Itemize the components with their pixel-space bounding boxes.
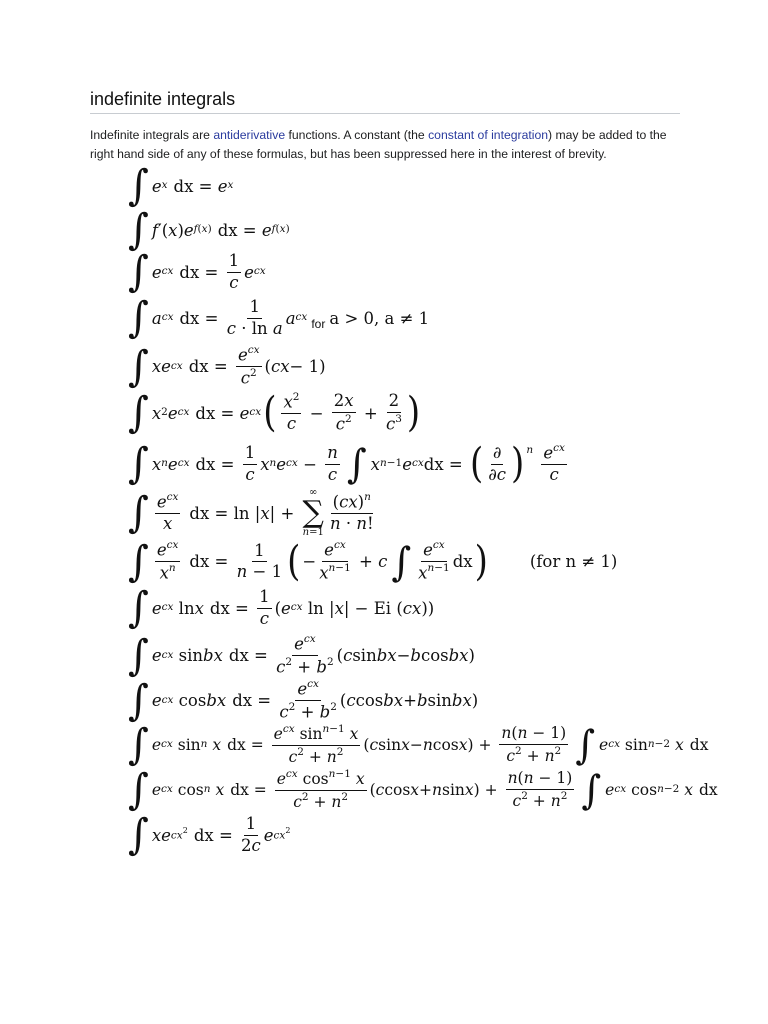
formula-13: ∫ e $^{cx}$ sin $^n$ x dx = $\frac{e^{cx} \sin^{n-1} x}{c^2 + n^2}$ ( c sin x − n cos x ) + $\frac{n(n - 1)}{c^2 + n^2}$ ∫ e $^{cx}$ sin $^{n -2}$ x dx [128, 721, 709, 770]
formula-12: ∫ e $^{cx}$ cos bx dx = $\frac{e^{cx}}{c^2 + b^2}$ ( c cos bx + b sin bx ) [128, 676, 479, 726]
intro-text-2: functions. A constant (the [285, 128, 429, 142]
formula-4: ∫ a $^{cx}$ dx = $\frac{1}{\text{c · ln a}}$ a $^{cx}$ for a > 0, a ≠ 1 [128, 294, 430, 343]
formula-14: ∫ e $^{cx}$ cos $^n$ x dx = $\frac{e^{cx} \cos^{n-1} x}{c^2 + n^2}$ ( c cos x + n sin x ) + $\frac{n(n - 1)}{c^2 + n^2}$ ∫ e $^{cx}$ cos $^{n -2}$ x dx [128, 766, 718, 815]
formula-10: ∫ e $^{cx}$ ln x dx = $\frac{1}{c}$ ( e $^{cx}$ ln | x | − Ei ( cx )) [128, 584, 435, 633]
section-heading: indefinite integrals [90, 89, 236, 109]
condition-label: for [311, 317, 326, 332]
condition-4: a > 0, a ≠ 1 [329, 308, 430, 328]
formula-8: ∫ $\frac{e^{cx}}{x}$ dx = ln | x | + ∞ ∑ n=1 $\frac{(cx)^n}{n \cdot n!}$ [128, 487, 374, 538]
formula-6: ∫ x $^2$ e $^{cx}$ dx = e $^{cx}$ ( $\frac{x^2}{c}$ − $\frac{2x}{c^2}$ + $\frac{2}{c^3}$ ) [128, 389, 421, 438]
formula-15: ∫ xe $^{cx^2}$ dx = $\frac{1}{2c}$ e $^{cx^2}$ [128, 811, 291, 860]
intro-text-3: ) may be added to the right hand side of any of these formulas, but has been suppressed here in the interest of brevity. [90, 128, 667, 161]
formula-5: ∫ xe $^{cx}$ dx = $\frac{e^{cx}}{c^2}$ ( cx − 1) [128, 342, 326, 392]
formula-7: ∫ x $^n$ e $^{cx}$ dx = $\frac{1}{c}$ x $^n$ e $^{cx}$ − $\frac{n}{c}$ ∫ x $^{n -1}$ e $^{cx}$ dx = ( $\frac{\partial}{\partial c}$ ) $^n$ $\frac{e^{cx}}{c}$ [128, 440, 565, 489]
formula-11: ∫ e $^{cx}$ sin bx dx = $\frac{e^{cx}}{c^2 + b^2}$ ( c sin bx − b cos bx ) [128, 631, 475, 681]
formula-9: ∫ $\frac{e^{cx}}{x^n}$ dx = $\frac{1}{n - 1}$ ( − $\frac{e^{cx}}{x^{n-1}}$ + c ∫ $\frac{e^{cx}}{x^{n-1}}$ dx ) (for n ≠ 1) [128, 537, 618, 587]
formula-2: ∫ f ′( x ) e $^{f (x )}$ dx = e $^{f (x )}$ [128, 205, 290, 255]
note-9: (for n ≠ 1) [529, 552, 618, 572]
formula-3: ∫ e $^{cx}$ dx = $\frac{1}{c}$ e $^{cx}$ [128, 248, 266, 297]
formula-1: ∫ e $^x$ dx = e $^x$ [128, 161, 234, 211]
intro-text-1: Indefinite integrals are [90, 128, 214, 142]
antiderivative-link[interactable]: antiderivative [213, 128, 286, 142]
constant-of-integration-link[interactable]: constant of integration [428, 128, 549, 142]
